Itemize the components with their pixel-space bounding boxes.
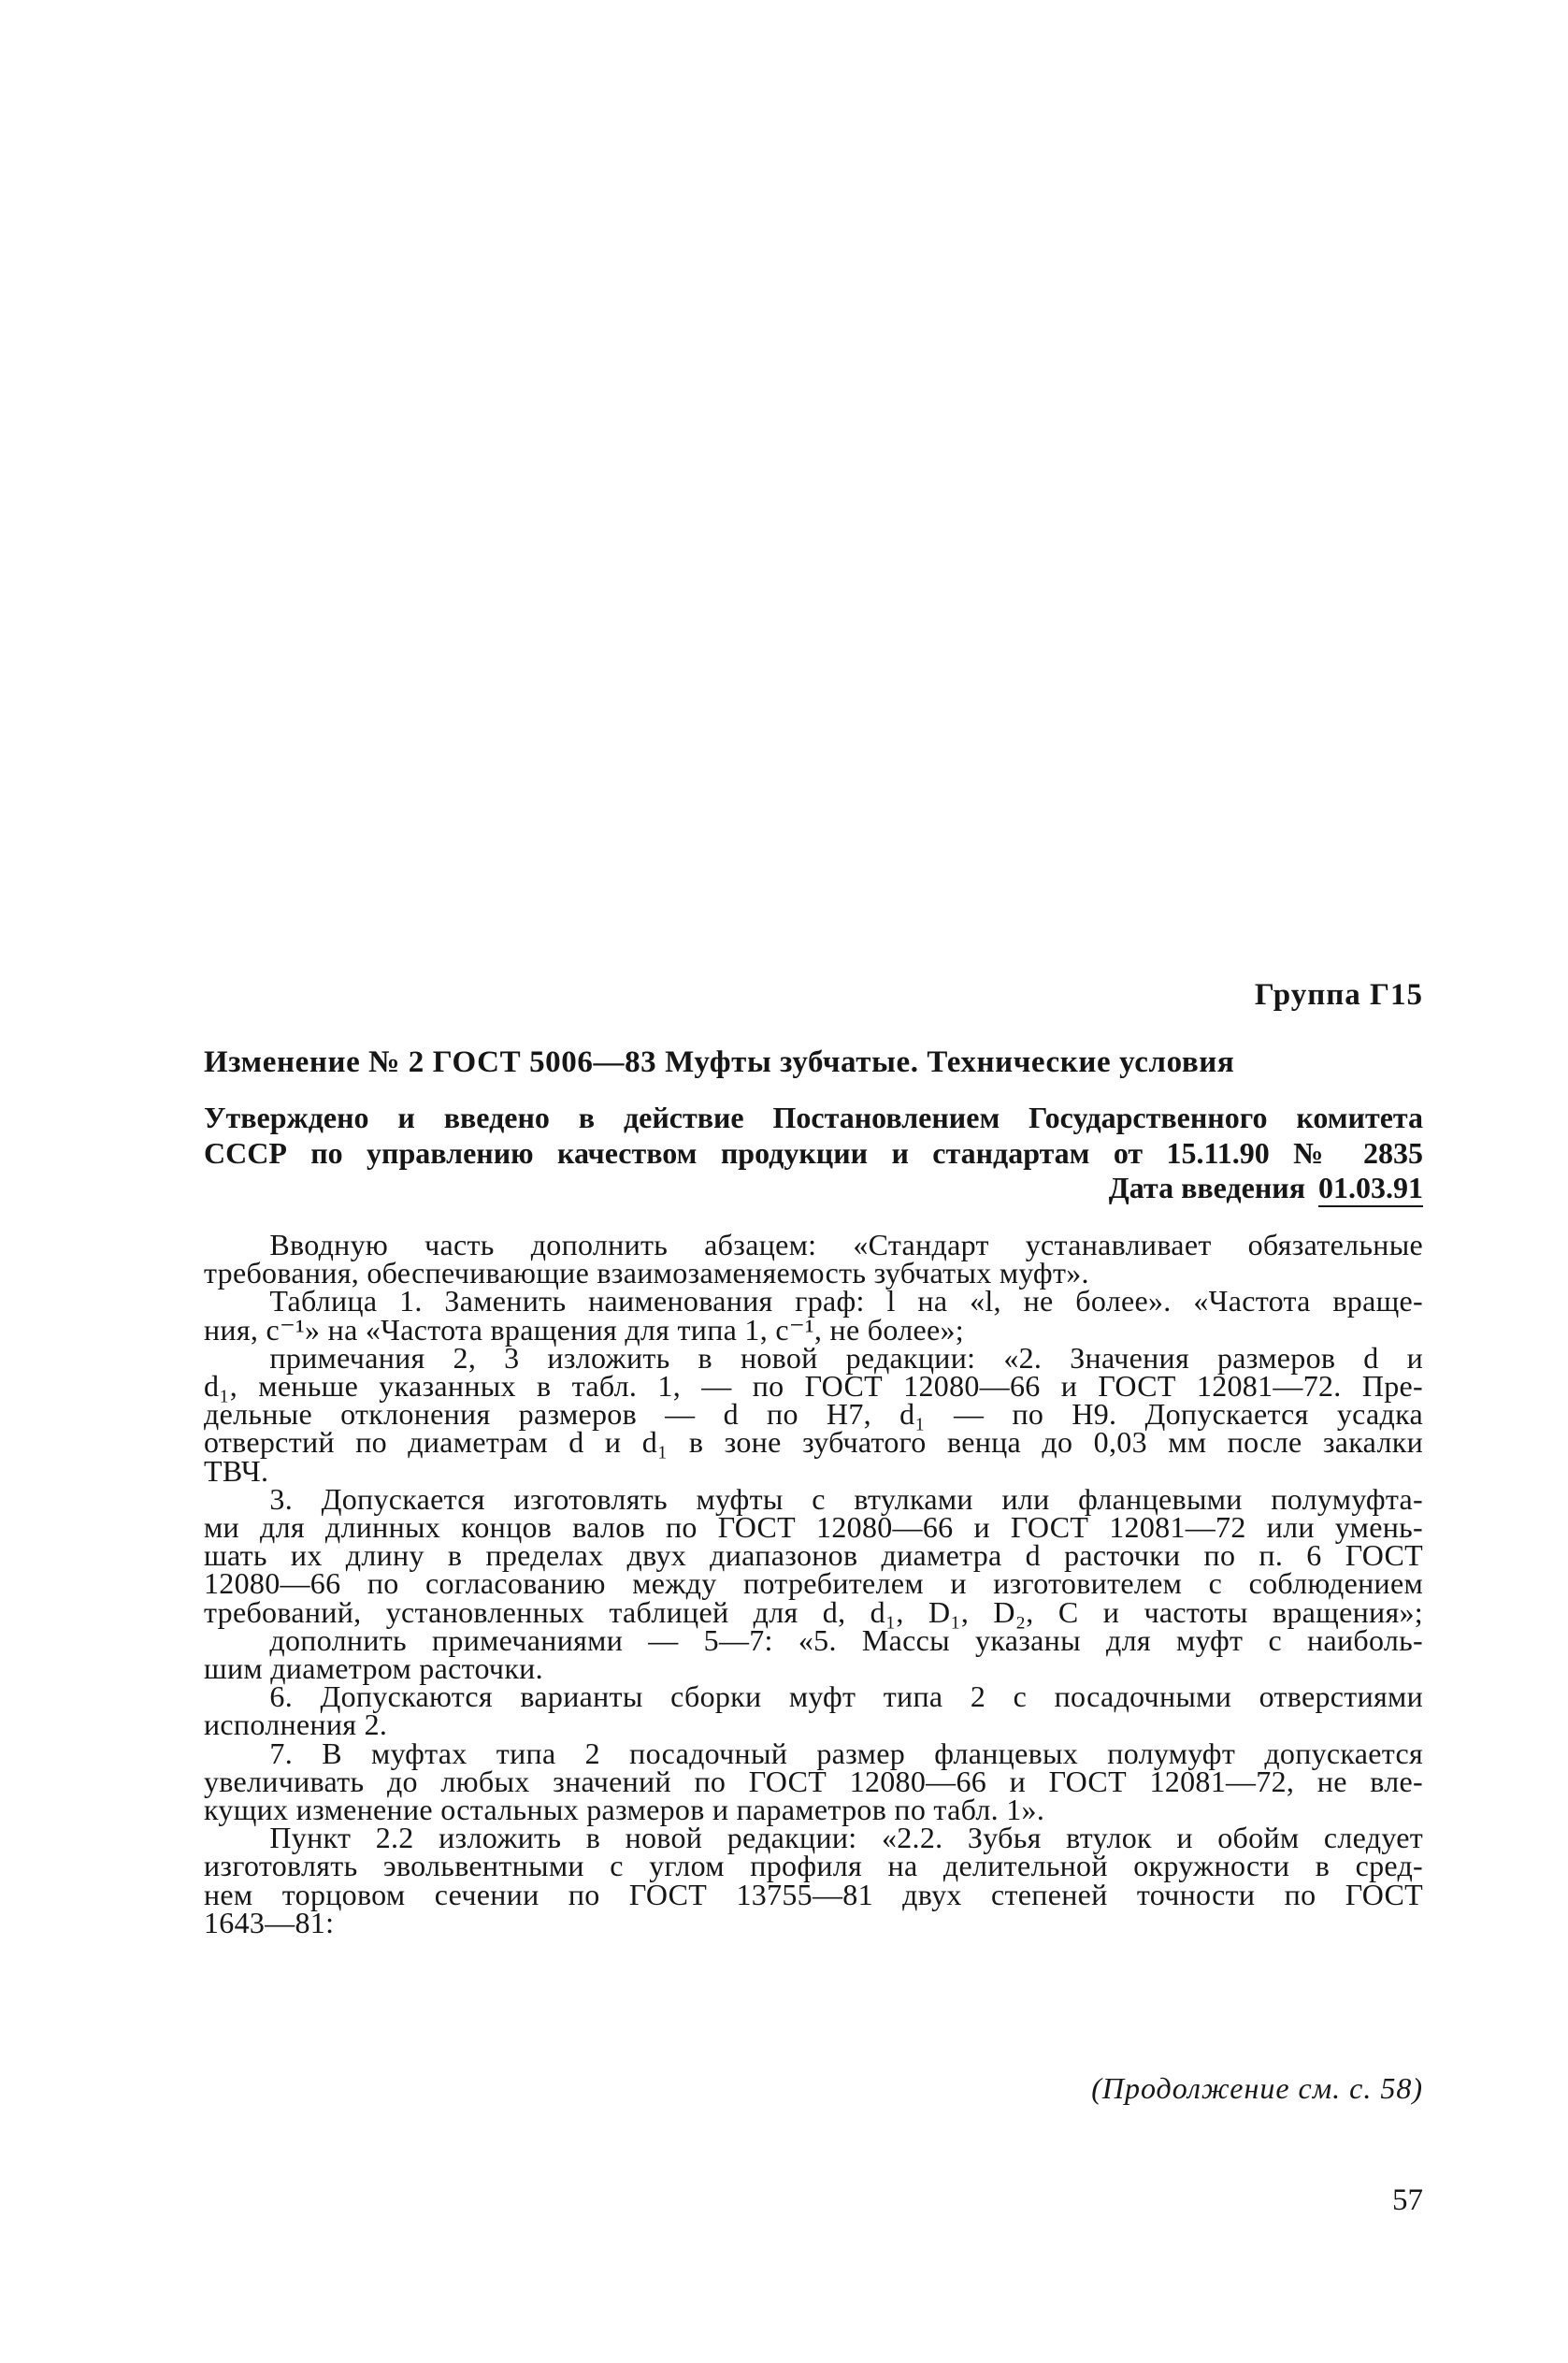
introduction-date-value: 01.03.91 <box>1318 1171 1423 1207</box>
body-line: изготовлять эвольвентными с углом профиля на делительной окружности в сред- <box>204 1849 1423 1883</box>
body-line: ния, с⁻¹» на «Частота вращения для типа 1, с⁻¹, не более»; <box>204 1312 964 1347</box>
body-line: увеличивать до любых значений по ГОСТ 12080—66 и ГОСТ 12081—72, не вле- <box>204 1764 1423 1798</box>
body-line: ми для длинных концов валов по ГОСТ 12080—66 и ГОСТ 12081—72 или умень- <box>204 1510 1423 1545</box>
approval-line: СССР по управлению качеством продукции и стандартам от 15.11.90 № 2835 <box>204 1136 1423 1170</box>
body-line: примечания 2, 3 изложить в новой редакции: «2. Значения размеров d и <box>269 1340 1423 1375</box>
body-line: требований, установленных таблицей для d, d₁, D₁, D₂, C и частоты вращения»; <box>204 1594 1423 1629</box>
page-number: 57 <box>1392 2183 1423 2217</box>
body-line: 7. В муфтах типа 2 посадочный размер фланцевых полумуфт допускается <box>269 1736 1423 1770</box>
body-line: дельные отклонения размеров — d по Н7, d₁ — по Н9. Допускается усадка <box>204 1397 1423 1432</box>
body-line: Вводную часть дополнить абзацем: «Стандарт устанавливает обязательные <box>269 1228 1423 1261</box>
body-line: шим диаметром расточки. <box>204 1651 543 1686</box>
body-line: 1643—81: <box>204 1905 335 1939</box>
body-line: Пункт 2.2 изложить в новой редакции: «2.2. Зубья втулок и обойм следует <box>269 1821 1423 1855</box>
group-label: Группа Г15 <box>1254 978 1423 1012</box>
body-line: Таблица 1. Заменить наименования граф: l на «l, не более». «Частота враще- <box>269 1284 1423 1318</box>
body-line: 12080—66 по согласованию между потребителем и изготовителем с соблюдением <box>204 1566 1423 1601</box>
change-title: Изменение № 2 ГОСТ 5006—83 Муфты зубчатые. Технические условия <box>204 1045 1235 1079</box>
continuation-note: (Продолжение см. с. 58) <box>1091 2071 1423 2105</box>
body-line: шать их длину в пределах двух диапазонов диаметра d расточки по п. 6 ГОСТ <box>204 1538 1423 1573</box>
document-body <box>204 1228 1423 1939</box>
approval-line: Утверждено и введено в действие Постановлением Государственного комитета <box>204 1101 1423 1134</box>
approval-statement <box>204 1100 1423 1171</box>
body-line: 3. Допускается изготовлять муфты с втулками или фланцевыми полумуфта- <box>269 1481 1423 1516</box>
body-line: отверстий по диаметрам d и d₁ в зоне зубчатого венца до 0,03 мм после закалки <box>204 1425 1423 1460</box>
body-line: кущих изменение остальных размеров и параметров по табл. 1». <box>204 1793 1045 1827</box>
body-line: исполнения 2. <box>204 1707 388 1742</box>
body-line: нем торцовом сечении по ГОСТ 13755—81 двух степеней точности по ГОСТ <box>204 1877 1423 1911</box>
body-line: 6. Допускаются варианты сборки муфт типа 2 с посадочными отверстиями <box>269 1679 1423 1714</box>
introduction-date <box>1109 1171 1423 1207</box>
body-line: ТВЧ. <box>204 1453 269 1488</box>
body-line: дополнить примечаниями — 5—7: «5. Массы указаны для муфт с наиболь- <box>269 1622 1423 1657</box>
body-line: d₁, меньше указанных в табл. 1, — по ГОСТ 12080—66 и ГОСТ 12081—72. Пре- <box>204 1369 1423 1404</box>
introduction-date-label: Дата введения <box>1108 1171 1305 1204</box>
body-line: требования, обеспечивающие взаимозаменяемость зубчатых муфт». <box>204 1256 1089 1290</box>
